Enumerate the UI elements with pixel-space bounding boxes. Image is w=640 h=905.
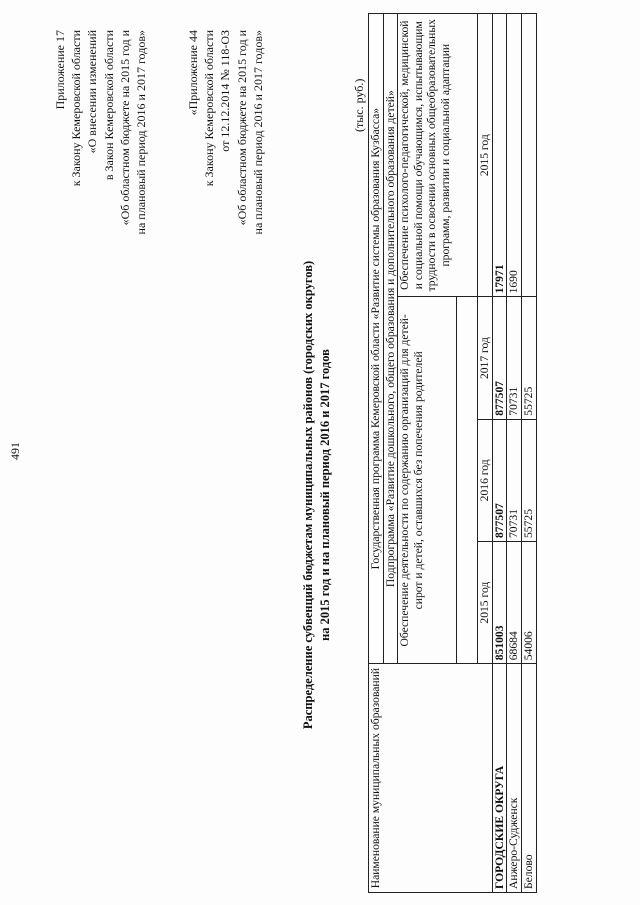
row-value: 68684 [507, 541, 522, 663]
col-name-header: Наименование муниципальных образований [369, 664, 493, 893]
appendix-line: на плановый период 2016 и 2017 годов» [250, 30, 265, 235]
group2-header: Обеспечение психолого-педагогической, медицинской и социальной помощи обучающимся, испытывающим трудности в освоении основных общеобразовательных программ, развитии и социальной адаптации [398, 14, 478, 297]
row-value: 851003 [492, 541, 507, 663]
table-header-row [369, 14, 384, 893]
appendix-line: Приложение 17 [53, 30, 67, 110]
table-row [521, 14, 536, 893]
row-value: 70731 [507, 419, 522, 541]
appendix-line: от 12.12.2014 № 118-ОЗ [218, 30, 233, 152]
subprogram-header: Подпрограмма «Развитие дошкольного, общего образования и дополнительного образования детей» [383, 14, 398, 664]
appendix-17-heading [52, 30, 149, 360]
appendix-line: «Об областном бюджете на 2015 год и [117, 30, 132, 226]
appendix-line: «О внесении изменений [85, 30, 100, 154]
table-row [492, 14, 507, 893]
row-name: Белово [521, 664, 536, 893]
row-value: 55725 [521, 297, 536, 419]
year-header: 2015 год [478, 541, 493, 663]
appendix-line: на плановый период 2016 и 2017 годов» [134, 30, 149, 235]
program-header: Государственная программа Кемеровской области «Развитие системы образования Кузбасса» [369, 14, 384, 664]
row-value: 54006 [521, 541, 536, 663]
row-value: 1690 [507, 14, 522, 297]
appendix-line: к Закону Кемеровской области [69, 30, 84, 187]
row-value: 70731 [507, 297, 522, 419]
document-title [300, 205, 334, 785]
appendix-line: «Об областном бюджете на 2015 год и [234, 30, 249, 226]
group1-header: Обеспечение деятельности по содержанию организаций для детей-сирот и детей, оставшихся без попечения родителей [398, 297, 457, 664]
appendix-line: «Приложение 44 [186, 30, 200, 116]
row-value [521, 14, 536, 297]
table-row [507, 14, 522, 893]
subventions-table [368, 13, 537, 893]
row-value: 877507 [492, 419, 507, 541]
units-label: (тыс. руб.) [352, 78, 366, 132]
appendix-line: в Закон Кемеровской области [101, 30, 116, 181]
title-line-1: Распределение субвенций бюджетам муниципальных районов (городских округов) [301, 260, 315, 730]
row-value: 17971 [492, 14, 507, 297]
row-name: ГОРОДСКИЕ ОКРУГА [492, 664, 507, 893]
row-value: 877507 [492, 297, 507, 419]
appendix-44-heading [185, 30, 266, 360]
year-header: 2015 год [478, 14, 493, 297]
title-line-2: на 2015 год и на плановый период 2016 и 2017 годов [318, 349, 332, 641]
row-name: Анжеро-Судженск [507, 664, 522, 893]
year-header: 2016 год [478, 419, 493, 541]
page-number: 491 [8, 442, 22, 460]
group1-spacer [457, 297, 478, 664]
appendix-line: к Закону Кемеровской области [202, 30, 217, 187]
row-value: 55725 [521, 419, 536, 541]
year-header: 2017 год [478, 297, 493, 419]
